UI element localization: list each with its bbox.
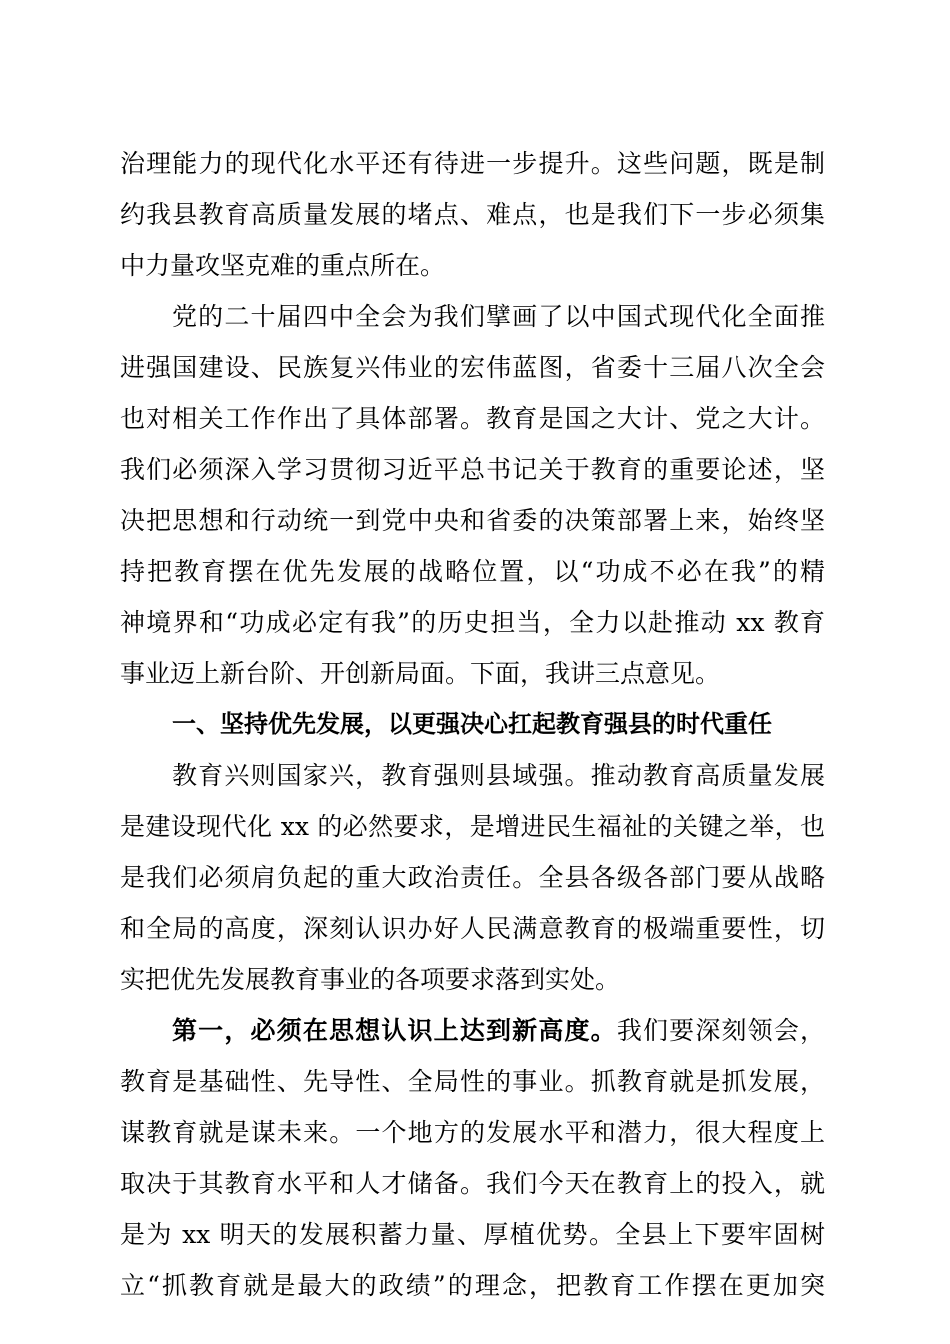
text-line: 教育兴则国家兴，教育强则县域强。推动教育高质量发展 [172, 761, 825, 790]
section-heading [120, 699, 825, 750]
text-line: 实把优先发展教育事业的各项要求落到实处。 [120, 965, 621, 994]
paragraph-2 [120, 291, 825, 699]
text-line: 立“抓教育就是最大的政绩”的理念，把教育工作摆在更加突 [120, 1271, 825, 1300]
text-line: 也对相关工作作出了具体部署。教育是国之大计、党之大计。 [120, 404, 825, 433]
paragraph-3 [120, 750, 825, 1005]
text-line: 事业迈上新台阶、开创新局面。下面，我讲三点意见。 [120, 659, 721, 688]
text-line: 约我县教育高质量发展的堵点、难点，也是我们下一步必须集 [120, 200, 825, 229]
text-line: 是我们必须肩负起的重大政治责任。全县各级各部门要从战略 [120, 863, 825, 892]
document-page [120, 138, 825, 1311]
text-line: 取决于其教育水平和人才储备。我们今天在教育上的投入，就 [120, 1169, 825, 1198]
text-line: 是为 xx 明天的发展积蓄力量、厚植优势。全县上下要牢固树 [120, 1220, 825, 1249]
text-line: 持把教育摆在优先发展的战略位置，以“功成不必在我”的精 [120, 557, 825, 586]
paragraph-1 [120, 138, 825, 291]
bold-lead-text: 第一，必须在思想认识上达到新高度。 [172, 1016, 617, 1045]
text-line: 进强国建设、民族复兴伟业的宏伟蓝图，省委十三届八次全会 [120, 353, 825, 382]
text-line: 中力量攻坚克难的重点所在。 [120, 251, 446, 280]
text-line [120, 1005, 825, 1056]
text-line: 党的二十届四中全会为我们擘画了以中国式现代化全面推 [172, 302, 825, 331]
text-line: 神境界和“功成必定有我”的历史担当，全力以赴推动 xx 教育 [120, 608, 825, 637]
text-line: 谋教育就是谋未来。一个地方的发展水平和潜力，很大程度上 [120, 1118, 825, 1147]
lead-rest-text: 我们要深刻领会， [616, 1016, 825, 1045]
text-line: 治理能力的现代化水平还有待进一步提升。这些问题，既是制 [120, 149, 825, 178]
heading-text: 一、坚持优先发展，以更强决心扛起教育强县的时代重任 [172, 710, 772, 738]
text-line: 是建设现代化 xx 的必然要求，是增进民生福祉的关键之举，也 [120, 812, 825, 841]
paragraph-4 [120, 1005, 825, 1311]
text-line: 和全局的高度，深刻认识办好人民满意教育的极端重要性，切 [120, 914, 825, 943]
text-line: 教育是基础性、先导性、全局性的事业。抓教育就是抓发展， [120, 1067, 825, 1096]
text-line: 决把思想和行动统一到党中央和省委的决策部署上来，始终坚 [120, 506, 825, 535]
text-line: 我们必须深入学习贯彻习近平总书记关于教育的重要论述，坚 [120, 455, 825, 484]
